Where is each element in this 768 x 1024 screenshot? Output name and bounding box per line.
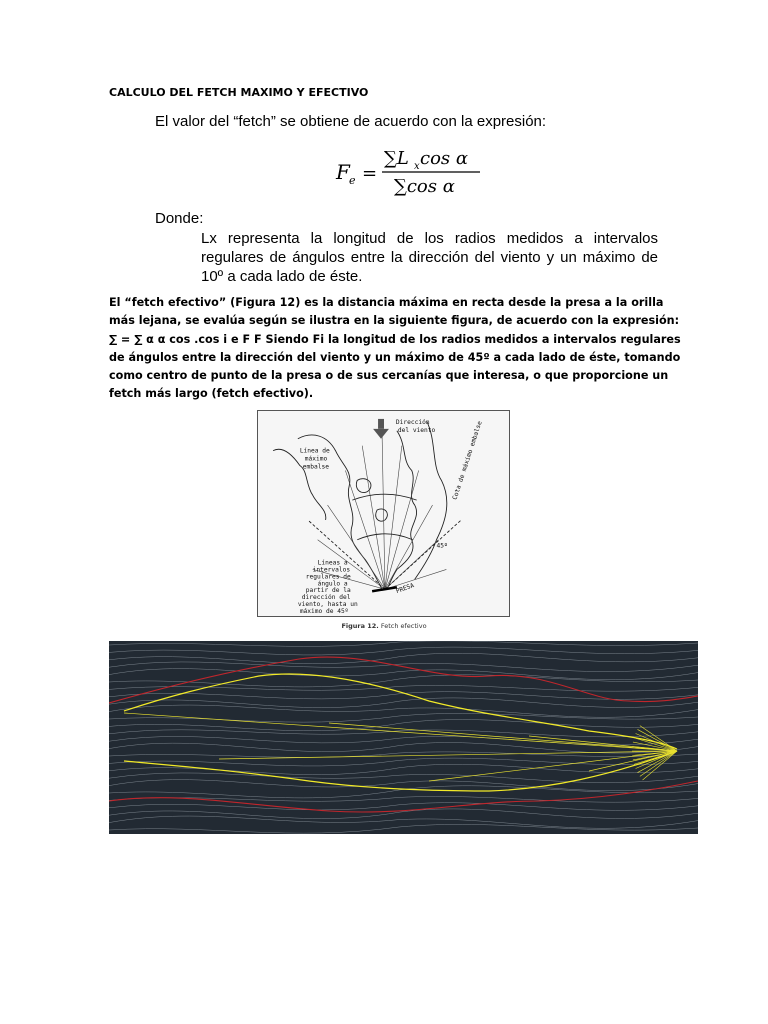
fetch-efectivo-paragraph: El “fetch efectivo” (Figura 12) es la distancia máxima en recta desde la presa a la orilla más lejana, se evalúa según se ilustra en la siguiente figura, de acuerdo con la expresión: ∑ = ∑ α α cos .cos i e F F Siendo Fi la longitud de los radios medidos a intervalos regulares de ángulos entre la dirección del viento y un máximo de 45º a cada lado de éste, tomando como centro de punto de la presa o de sus cercanías que interesa, o que proporcione un fetch más largo (fetch efectivo). [109,296,681,401]
label-direccion-2: del viento [397,426,436,434]
label-presa: PRESA [395,582,416,596]
formula-denominator: ∑cos α [394,176,455,197]
wind-direction-arrow [373,419,389,439]
formula-lhs: F [336,160,350,184]
donde-text: Lx representa la longitud de los radios medidos a intervalos regulares de ángulos entre la dirección del viento y un máximo de 10º a cada lado de éste. [201,230,658,285]
island-2 [376,509,388,521]
intro-text: El valor del “fetch” se obtiene de acuerdo con la expresión: [155,113,547,130]
formula-numerator-tail: cos α [420,148,469,169]
label-lineas-7: viento, hasta un [297,601,358,609]
label-lineas-2: intervalos [312,566,351,574]
label-lineas-4: ángulo a [317,580,348,588]
section-heading: CALCULO DEL FETCH MAXIMO Y EFECTIVO [109,86,369,99]
label-lineas-6: dirección del [301,594,351,602]
formula-lhs-sub: e [349,174,356,187]
label-direccion-1: Dirección [395,418,430,426]
formula-numerator: ∑L [384,148,409,169]
label-linea-2: máximo [304,455,328,463]
shoreline-right [387,431,417,589]
contour-map-fetch [109,641,698,834]
formula-equals: = [362,163,378,184]
figure-12-fetch-diagram [257,410,510,617]
arc-marker-1 [357,534,412,540]
label-lineas-5: partir de la [305,587,351,595]
label-linea-3: embalse [302,463,330,471]
donde-label: Donde: [155,210,204,227]
label-lineas-3: regulares de [305,573,351,581]
formula-numerator-sub: x [414,161,420,172]
fetch-formula [334,144,484,200]
label-lineas-8: máximo de 45º [299,608,349,616]
arc-marker-2 [352,494,416,500]
cota-maximo-line [415,421,447,579]
figure-caption [0,622,768,630]
boundary-right [385,520,461,589]
caption-text: Fetch efectivo [378,622,427,630]
label-cota: Cota de máximo embalse [451,420,484,501]
caption-bold: Figura 12. [341,622,379,630]
label-linea-1: Línea de [299,447,330,455]
label-lineas-1: Líneas a [317,559,348,567]
label-angle: 45º [436,542,448,550]
